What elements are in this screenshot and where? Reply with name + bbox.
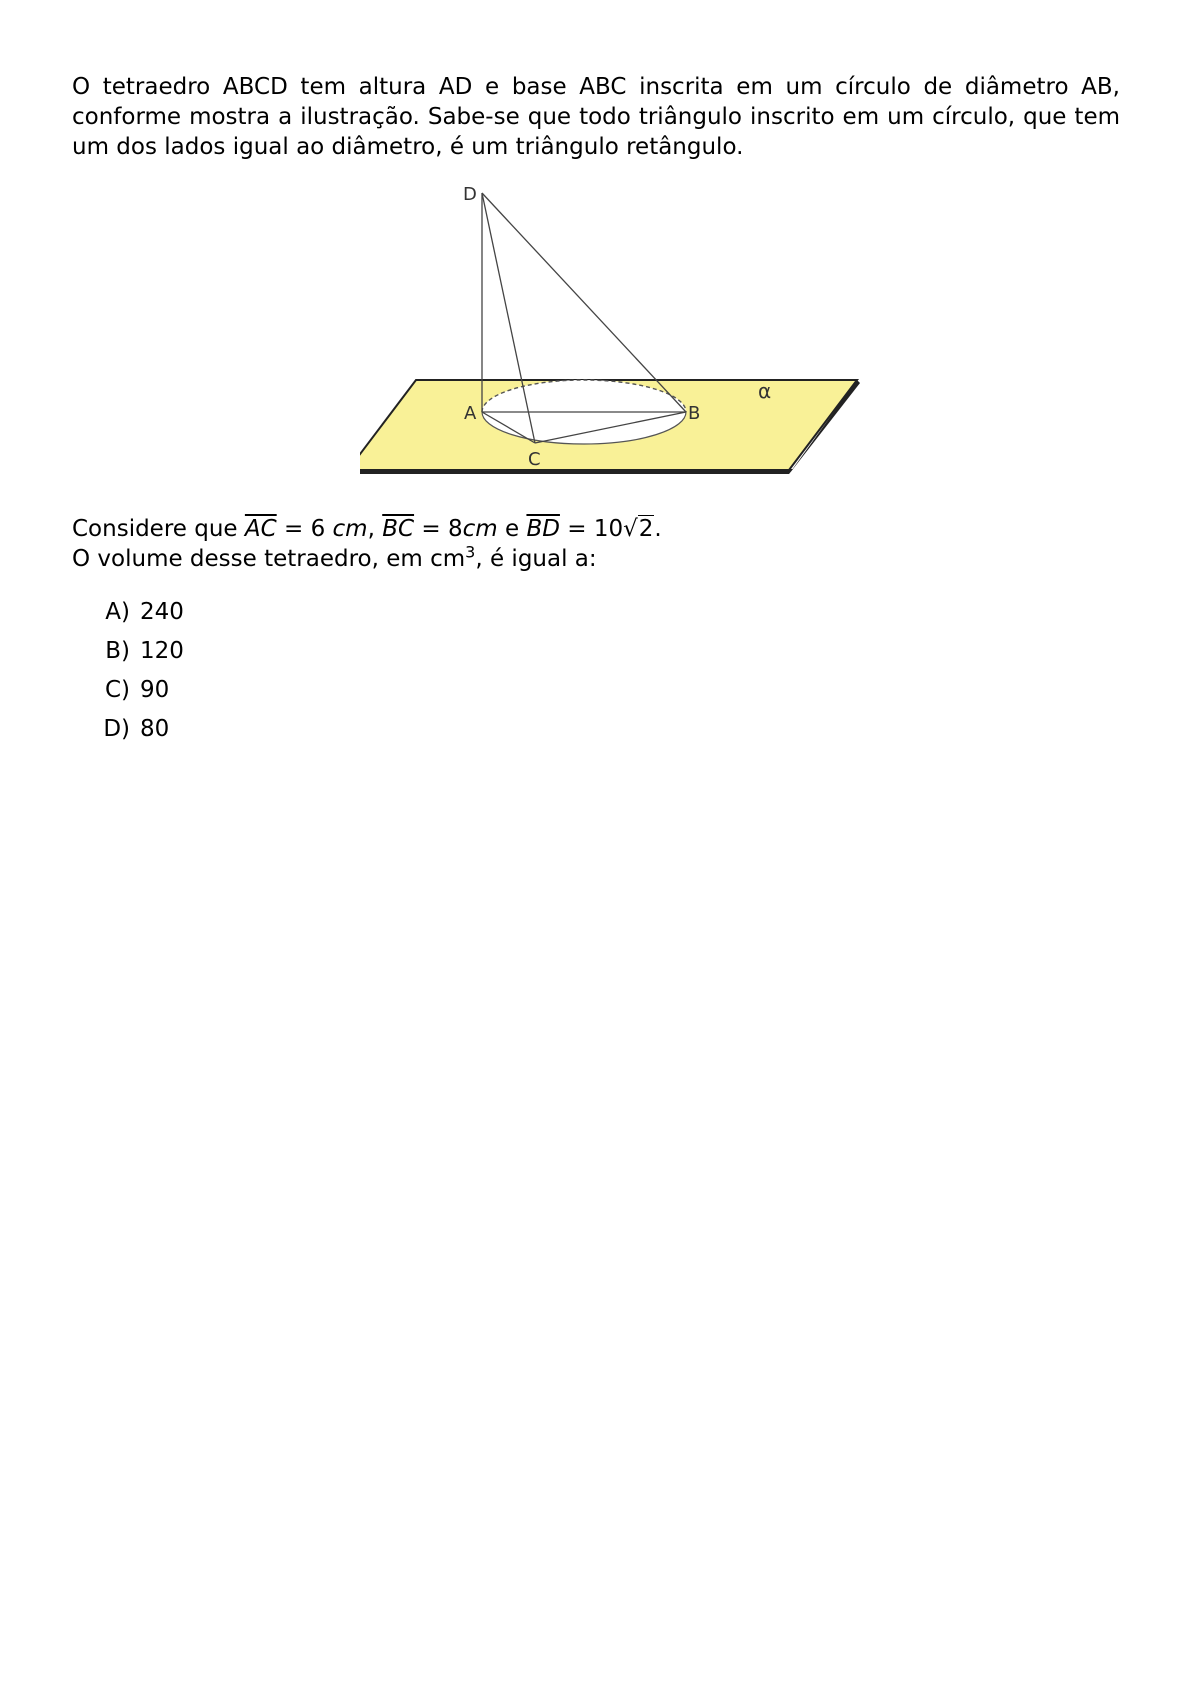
option-value: 90: [140, 677, 170, 703]
label-alpha: α: [758, 379, 772, 403]
label-b: B: [688, 403, 701, 424]
option-value: 240: [140, 599, 184, 625]
option-letter: C): [104, 677, 130, 703]
bc-value: = 8: [414, 516, 463, 542]
volume-unit-exponent: 3: [465, 542, 476, 562]
tetrahedron-figure: [360, 183, 880, 483]
given-measures: [72, 514, 662, 544]
label-c: C: [528, 449, 541, 470]
option-c[interactable]: [92, 675, 184, 714]
volume-prompt-end: , é igual a:: [475, 546, 597, 572]
option-b[interactable]: [92, 636, 184, 675]
tetrahedron-diagram: [360, 183, 880, 483]
ac-value: = 6: [276, 516, 333, 542]
separator-2: e: [497, 516, 527, 542]
option-letter: D): [103, 716, 130, 742]
option-d[interactable]: [92, 714, 184, 753]
question-intro: O tetraedro ABCD tem altura AD e base ABC inscrita em um círculo de diâmetro AB, conforme mostra a ilustração. Sabe-se que todo triângulo inscrito em um círculo, que tem um dos lados igual ao diâmetro, é um triângulo retângulo.: [72, 74, 1120, 160]
option-value: 80: [140, 716, 170, 742]
option-letter: B): [105, 638, 130, 664]
segment-ac: $\overline{AC}$: [244, 516, 277, 542]
sqrt-symbol: √: [623, 516, 638, 542]
label-a: A: [464, 403, 477, 424]
unit-cm-1: cm: [332, 516, 368, 542]
option-letter: A): [105, 599, 130, 625]
option-value: 120: [140, 638, 184, 664]
bd-value: = 10: [559, 516, 624, 542]
volume-prompt-text: O volume desse tetraedro, em cm: [72, 546, 466, 572]
segment-bc: $\overline{BC}$: [382, 516, 415, 542]
separator-1: ,: [367, 516, 383, 542]
segment-bd: $\overline{BD}$: [526, 516, 560, 542]
label-d: D: [463, 184, 477, 205]
given-prefix: Considere que: [72, 516, 245, 542]
answer-options: [92, 597, 184, 753]
option-a[interactable]: [92, 597, 184, 636]
unit-cm-2: cm: [462, 516, 498, 542]
given-end: .: [654, 516, 662, 542]
volume-prompt: [72, 544, 597, 574]
sqrt-argument: 2: [638, 516, 654, 542]
